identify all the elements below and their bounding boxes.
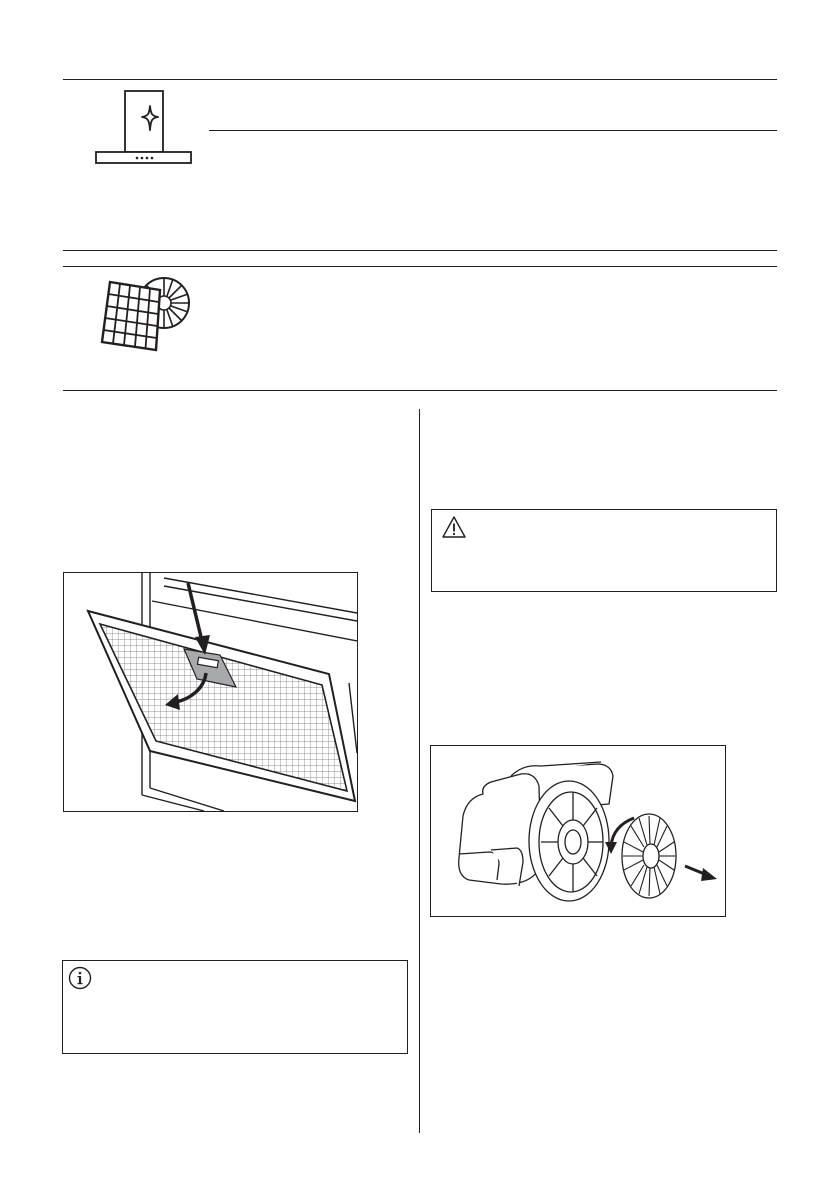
cooker-hood-clean-icon <box>94 90 194 168</box>
carbon-filter-removal-illustration <box>430 745 726 917</box>
section-subtitle-underline <box>209 130 777 131</box>
section-divider <box>63 390 777 391</box>
grease-and-carbon-filter-icon <box>98 274 194 356</box>
warning-box <box>431 509 777 592</box>
section-divider <box>63 266 777 267</box>
info-box <box>62 960 408 1054</box>
column-divider <box>419 409 420 1133</box>
section-divider-top <box>63 79 777 80</box>
warning-triangle-icon <box>441 515 467 539</box>
info-icon <box>68 966 92 990</box>
grease-filter-removal-illustration <box>63 572 358 812</box>
section-divider <box>63 250 777 251</box>
